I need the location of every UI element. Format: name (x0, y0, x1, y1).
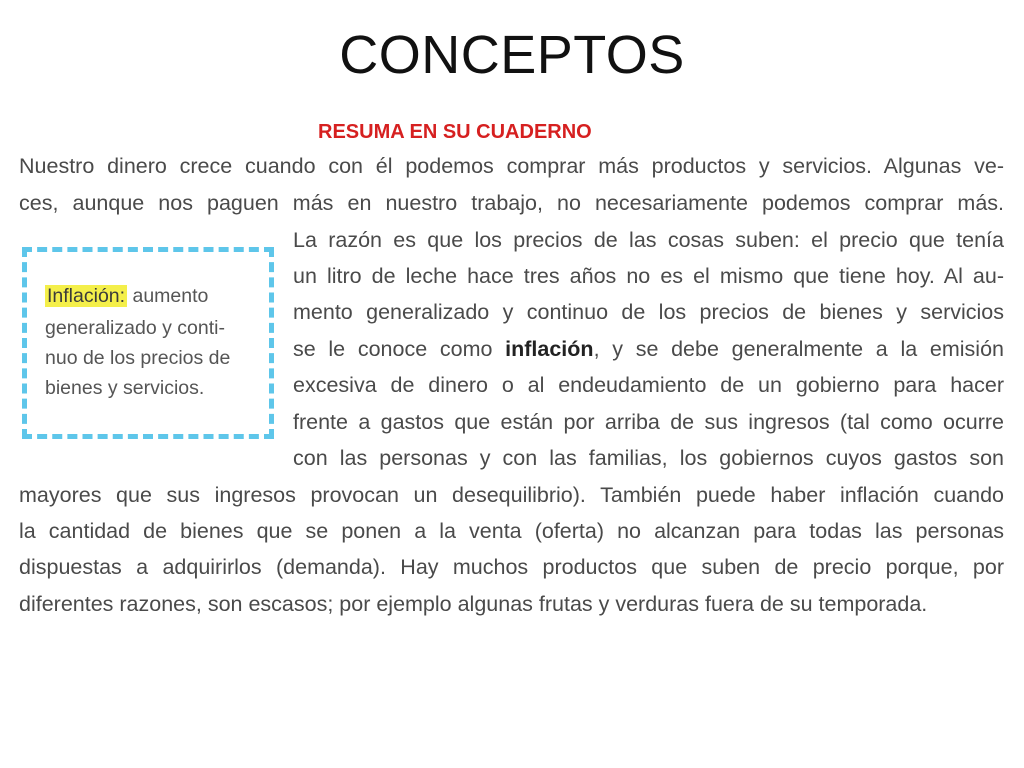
definition-line-3: nuo de los precios de (45, 347, 231, 369)
paragraph-line-11: la cantidad de bienes que se ponen a la venta (oferta) no alcanzan para todas las personas (19, 519, 1004, 543)
paragraph-line-9: con las personas y con las familias, los gobiernos cuyos gastos son (293, 446, 1004, 470)
paragraph-line-2: ces, aunque nos paguen más en nuestro trabajo, no necesariamente podemos comprar más. (19, 191, 1004, 215)
paragraph-line-1: Nuestro dinero crece cuando con él podemos comprar más productos y servicios. Algunas ve- (19, 154, 1004, 178)
line-6-start: se le conoce como (293, 337, 506, 361)
definition-line-4: bienes y servicios. (45, 377, 205, 399)
instruction-heading: RESUMA EN SU CUADERNO (318, 121, 592, 143)
paragraph-line-6 (293, 333, 1004, 365)
paragraph-line-8: frente a gastos que están por arriba de sus ingresos (tal como ocurre (293, 410, 1004, 434)
highlighted-term: Inflación: (47, 285, 126, 307)
definition-line-1 (45, 284, 208, 308)
bold-term-inflacion: inflación (505, 337, 594, 361)
definition-box (22, 247, 274, 439)
paragraph-line-4: un litro de leche hace tres años no es el mismo que tiene hoy. Al au- (293, 264, 1004, 288)
paragraph-line-10: mayores que sus ingresos provocan un desequilibrio). También puede haber inflación cuando (19, 483, 1004, 507)
line-6-end: , y se debe generalmente a la emisión (593, 337, 1004, 361)
paragraph-line-7: excesiva de dinero o al endeudamiento de un gobierno para hacer (293, 373, 1004, 397)
paragraph-line-12: dispuestas a adquirirlos (demanda). Hay muchos productos que suben de precio porque, por (19, 555, 1004, 579)
paragraph-line-5: mento generalizado y continuo de los precios de bienes y servicios (293, 300, 1004, 324)
definition-line-2: generalizado y conti- (45, 317, 225, 339)
paragraph-line-13: diferentes razones, son escasos; por ejemplo algunas frutas y verduras fuera de su temporada. (19, 592, 928, 616)
paragraph-line-3: La razón es que los precios de las cosas suben: el precio que tenía (293, 228, 1004, 252)
slide-title: CONCEPTOS (339, 25, 685, 85)
definition-line-1-rest: aumento (127, 285, 209, 307)
